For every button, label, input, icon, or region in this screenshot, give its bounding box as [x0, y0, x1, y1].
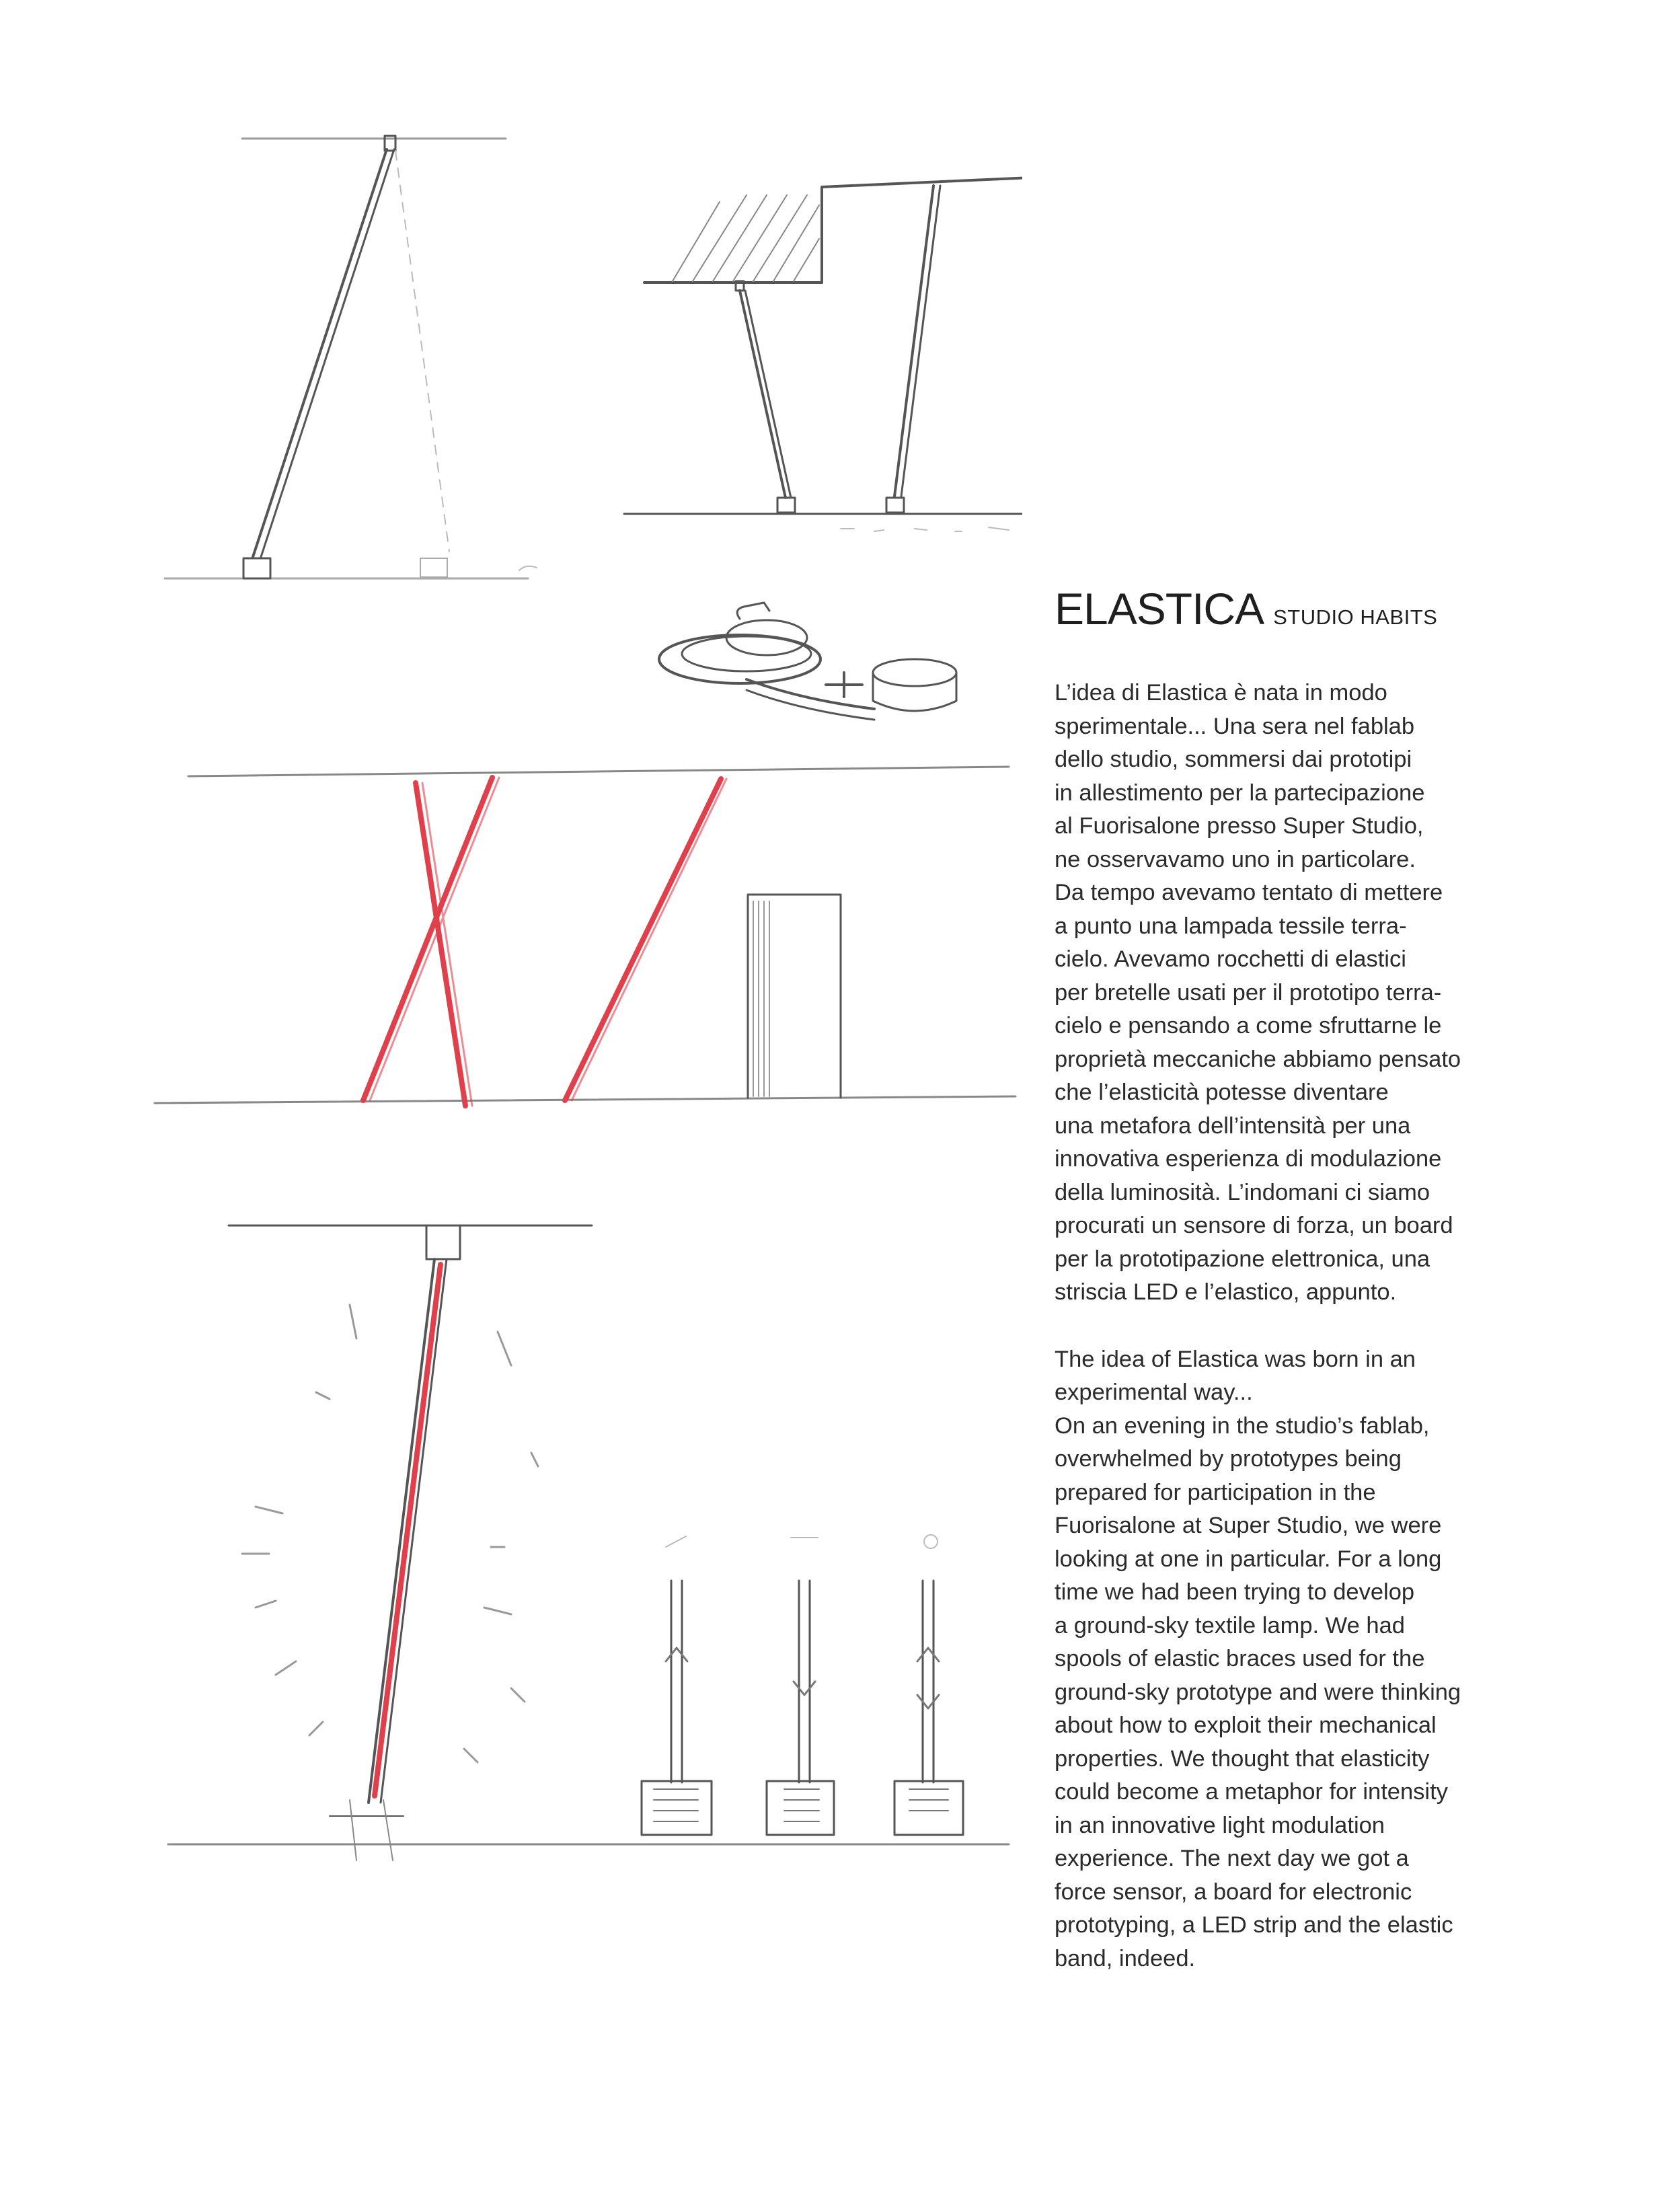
sketch-spring-posts	[642, 1535, 963, 1835]
paragraph-english: The idea of Elastica was born in an experimental way... On an evening in the studio’s fablab, overwhelmed by prototypes being prepared for participation in the Fuorisalone at Super Studio, we were looking at one in particular. For a long time we had been trying to develop a ground-sky textile lamp. We had spools of elastic braces used for the ground-sky prototype and were thinking about how to exploit their mechanical properties. We thought that elasticity could become a metaphor for intensity in an innovative light modulation experience. The next day we got a force sensor, a board for electronic prototyping, a LED strip and the elastic band, indeed.	[1055, 1346, 1461, 1971]
sketch-red-elastics	[155, 767, 1016, 1106]
sketch-leaning-lamp	[165, 136, 537, 578]
sketch-glowing-lamp	[168, 1225, 1009, 1860]
sketch-coil-and-sensor	[659, 603, 956, 720]
paragraph-italian: L’idea di Elastica è nata in modo sperimentale... Una sera nel fablab dello studio, sommersi dai prototipi in allestimento per la partecipazione al Fuorisalone presso Super Studio, ne osservavamo uno in particolare. Da tempo avevamo tentato di mettere a punto una lampada tessile terra- cielo. Avevamo rocchetti di elastici per bretelle usati per il prototipo terra- cielo e pensando a come sfruttarne le proprietà meccaniche abbiamo pensato che l’elasticità potesse diventare una metafora dell’intensità per una innovativa esperienza di modulazione della luminosità. L’indomani ci siamo procurati un sensore di forza, un board per la prototipazione elettronica, una striscia LED e l’elastico, appunto.	[1055, 680, 1461, 1305]
text-column	[1055, 584, 1566, 1975]
paragraph-spacer	[1055, 1310, 1566, 1343]
page-title: ELASTICA	[1055, 584, 1264, 634]
heading	[1055, 584, 1566, 634]
page-subtitle: STUDIO HABITS	[1273, 605, 1438, 629]
sketch-step-ceiling	[624, 176, 1022, 531]
